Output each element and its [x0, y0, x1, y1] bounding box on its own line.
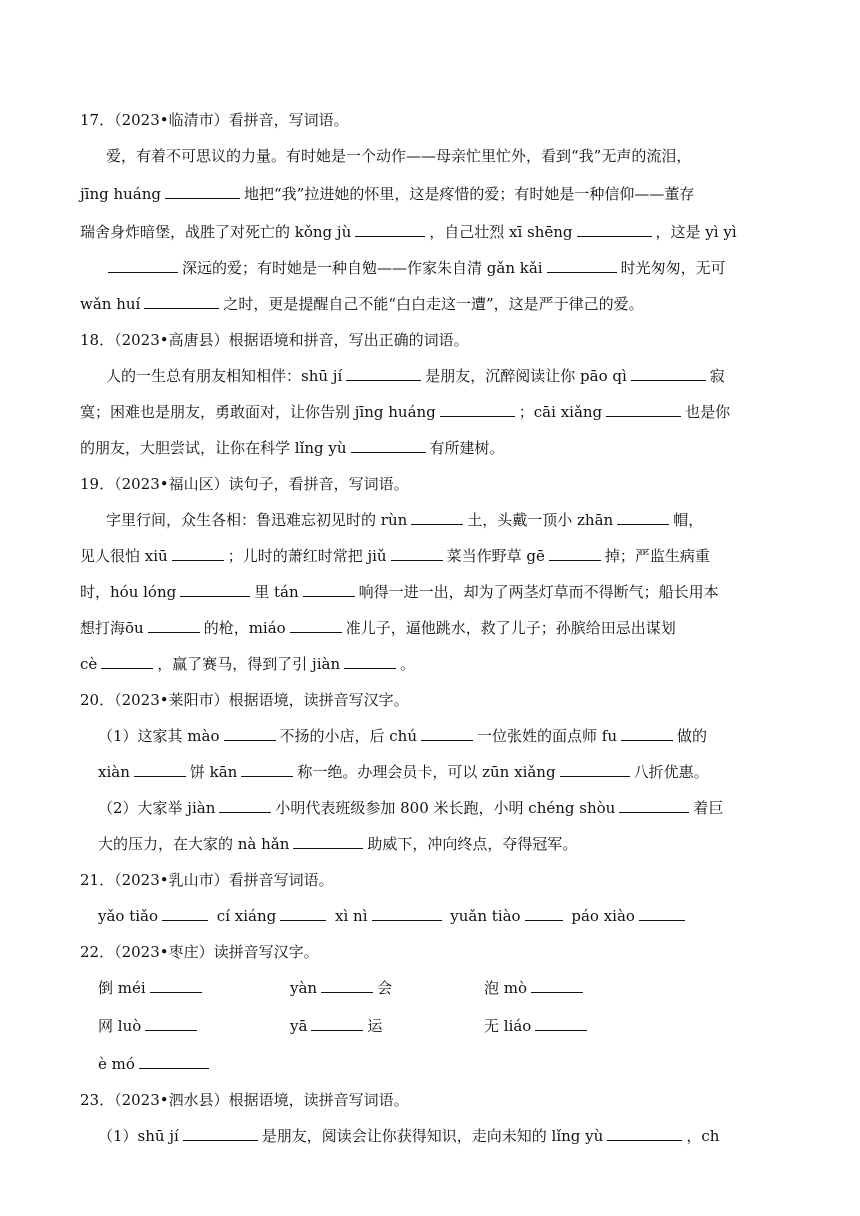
q21-items	[98, 906, 689, 926]
q22-item: è mó	[98, 1054, 213, 1074]
answer-blank[interactable]	[344, 654, 396, 669]
answer-blank[interactable]	[311, 1016, 363, 1031]
answer-blank[interactable]	[372, 906, 442, 921]
question-23-header: 23．（2023•泗水县）根据语境，读拼音写词语。	[80, 1091, 409, 1109]
answer-blank[interactable]	[639, 906, 685, 921]
answer-blank[interactable]	[547, 258, 617, 273]
question-19-header: 19．（2023•福山区）读句子，看拼音，写词语。	[80, 475, 409, 493]
answer-blank[interactable]	[145, 1016, 197, 1031]
question-20-header: 20．（2023•莱阳市）根据语境，读拼音写汉字。	[80, 691, 409, 709]
question-18-header: 18．（2023•高唐县）根据语境和拼音，写出正确的词语。	[80, 331, 469, 349]
answer-blank[interactable]	[440, 402, 515, 417]
answer-blank[interactable]	[293, 834, 363, 849]
answer-blank[interactable]	[165, 184, 240, 199]
q22-item: yàn 会	[290, 979, 393, 997]
q20-line-2: xiàn 饼 kān 称一绝。办理会员卡，可以 zūn xiǎng 八折优惠。	[98, 763, 709, 781]
answer-blank[interactable]	[148, 618, 200, 633]
q18-line-2: 寞；困难也是朋友，勇敢面对，让你告别 jīng huáng ；cāi xiǎng 也是你	[80, 403, 731, 421]
answer-blank[interactable]	[619, 798, 689, 813]
q18-line-3: 的朋友，大胆尝试，让你在科学 lǐng yù 有所建树。	[80, 439, 505, 457]
answer-blank[interactable]	[241, 762, 293, 777]
answer-blank[interactable]	[346, 366, 421, 381]
answer-blank[interactable]	[535, 1016, 587, 1031]
answer-blank[interactable]	[144, 294, 219, 309]
question-17-header: 17．（2023•临清市）看拼音，写词语。	[80, 111, 349, 129]
answer-blank[interactable]	[180, 582, 250, 597]
answer-blank[interactable]	[290, 618, 342, 633]
q19-line-2: 见人很怕 xiū ；儿时的萧红时常把 jiǔ 菜当作野草 gē 掉；严监生病重	[80, 547, 710, 565]
q21-item: xì nì	[335, 907, 445, 925]
q19-line-3: 时，hóu lóng 里 tán 响得一进一出，却为了两茎灯草而不得断气；船长用本	[80, 583, 719, 601]
q17-line-2: jīng huáng 地把“我”拉进她的怀里，这是疼惜的爱；有时她是一种信仰——董存	[80, 185, 695, 203]
answer-blank[interactable]	[162, 906, 208, 921]
q19-line-1: 字里行间，众生各相：鲁迅难忘初见时的 rùn 土，头戴一顶小 zhān 帽，	[106, 511, 704, 529]
q20-line-1: （1）这家其 mào 不扬的小店，后 chú 一位张姓的面点师 fu 做的	[98, 727, 708, 745]
q22-item: 网 luò	[98, 1016, 201, 1036]
answer-blank[interactable]	[101, 654, 153, 669]
question-21-header: 21．（2023•乳山市）看拼音写词语。	[80, 871, 334, 889]
answer-blank[interactable]	[224, 726, 276, 741]
answer-blank[interactable]	[139, 1054, 209, 1069]
q17-line-1: 爱，有着不可思议的力量。有时她是一个动作——母亲忙里忙外，看到“我”无声的流泪，	[106, 147, 692, 165]
answer-blank[interactable]	[303, 582, 355, 597]
q17-line-4: 深远的爱；有时她是一种自勉——作家朱自清 gǎn kǎi 时光匆匆，无可	[80, 258, 726, 278]
q22-item: 倒 méi	[98, 978, 206, 998]
q23-line-1: （1）shū jí 是朋友，阅读会让你获得知识，走向未知的 lǐng yù ，ch	[98, 1127, 720, 1145]
answer-blank[interactable]	[621, 726, 673, 741]
answer-blank[interactable]	[150, 978, 202, 993]
answer-blank[interactable]	[280, 906, 326, 921]
answer-blank[interactable]	[577, 222, 652, 237]
q21-item: yuǎn tiào	[450, 907, 566, 925]
answer-blank[interactable]	[421, 726, 473, 741]
answer-blank[interactable]	[108, 258, 178, 273]
q19-line-4: 想打海ōu 的枪，miáo 准儿子，逼他跳水，救了儿子；孙膑给田忌出谋划	[80, 619, 676, 637]
answer-blank[interactable]	[607, 1126, 682, 1141]
q22-item: 无 liáo	[484, 1016, 591, 1036]
answer-blank[interactable]	[321, 978, 373, 993]
answer-blank[interactable]	[351, 438, 426, 453]
q18-line-1: 人的一生总有朋友相知相伴：shū jí 是朋友，沉醉阅读让你 pāo qì 寂	[106, 367, 725, 385]
answer-blank[interactable]	[219, 798, 271, 813]
q19-line-5: cè ，赢了赛马，得到了引 jiàn 。	[80, 655, 416, 673]
question-22-header: 22．（2023•枣庄）读拼音写汉字。	[80, 943, 319, 961]
q21-item: cí xiáng	[217, 907, 330, 925]
answer-blank[interactable]	[617, 510, 669, 525]
answer-blank[interactable]	[531, 978, 583, 993]
answer-blank[interactable]	[411, 510, 463, 525]
answer-blank[interactable]	[134, 762, 186, 777]
answer-blank[interactable]	[391, 546, 443, 561]
answer-blank[interactable]	[631, 366, 706, 381]
q21-item: yǎo tiǎo	[98, 907, 212, 925]
q20-line-4: 大的压力，在大家的 nà hǎn 助威下，冲向终点，夺得冠军。	[98, 835, 578, 853]
q22-item: 泡 mò	[484, 978, 587, 998]
answer-blank[interactable]	[172, 546, 224, 561]
answer-blank[interactable]	[525, 906, 563, 921]
answer-blank[interactable]	[549, 546, 601, 561]
answer-blank[interactable]	[355, 222, 425, 237]
q17-line-3: 瑞舍身炸暗堡，战胜了对死亡的 kǒng jù ，自己壮烈 xī shēng ，这是 yì yì	[80, 223, 737, 241]
answer-blank[interactable]	[183, 1126, 258, 1141]
q21-item: páo xiào	[571, 907, 689, 925]
answer-blank[interactable]	[606, 402, 681, 417]
q17-line-5: wǎn huí 之时，更是提醒自己不能“白白走这一遭”，这是严于律己的爱。	[80, 295, 644, 313]
q20-line-3: （2）大家举 jiàn 小明代表班级参加 800 米长跑，小明 chéng shòu 着巨	[98, 799, 724, 817]
answer-blank[interactable]	[560, 762, 630, 777]
q22-item: yā 运	[290, 1017, 383, 1035]
